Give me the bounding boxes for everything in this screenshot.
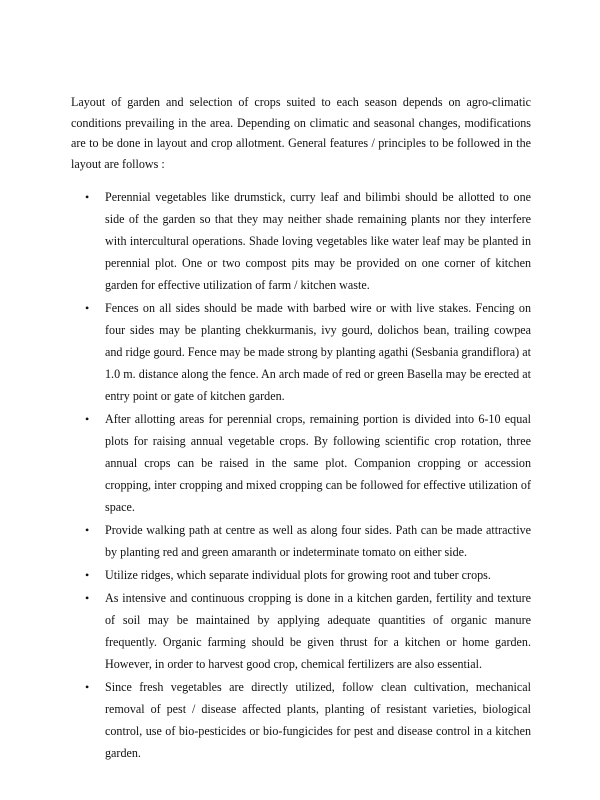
list-item — [82, 564, 531, 586]
bullet-icon: • — [85, 523, 90, 537]
list-item — [82, 408, 531, 518]
bullet-icon: • — [85, 301, 90, 315]
bullet-icon: • — [85, 412, 90, 426]
list-item-text: As intensive and continuous cropping is done in a kitchen garden, fertility and texture of soil may be maintained by applying adequate quantities of organic manure frequently. Organic farming should be given thrust for a kitchen or home garden. However, in order to harvest good crop, chemical fertilizers are also essential. — [105, 591, 531, 671]
principles-list — [82, 186, 531, 765]
list-item — [82, 519, 531, 563]
list-item — [82, 186, 531, 296]
bullet-icon: • — [85, 190, 90, 204]
list-item — [82, 297, 531, 407]
bullet-icon: • — [85, 680, 90, 694]
list-item-text: Fences on all sides should be made with barbed wire or with live stakes. Fencing on four sides may be planting chekkurmanis, ivy gourd, dolichos bean, trailing cowpea and ridge gourd. Fence may be made strong by planting agathi (Sesbania grandiflora) at 1.0 m. distance along the fence. An arch made of red or green Basella may be erected at entry point or gate of kitchen garden. — [105, 301, 531, 403]
bullet-icon: • — [85, 568, 90, 582]
list-item-text: Perennial vegetables like drumstick, curry leaf and bilimbi should be allotted to one side of the garden so that they may neither shade remaining plants nor they interfere with intercultural operations. Shade loving vegetables like water leaf may be planted in perennial plot. One or two compost pits may be provided on one corner of kitchen garden for effective utilization of farm / kitchen waste. — [105, 190, 531, 292]
list-item-text: Provide walking path at centre as well as along four sides. Path can be made attractive by planting red and green amaranth or indeterminate tomato on either side. — [105, 523, 531, 559]
list-item — [82, 676, 531, 764]
bullet-icon: • — [85, 591, 90, 605]
intro-paragraph: Layout of garden and selection of crops suited to each season depends on agro-climatic conditions prevailing in the area. Depending on climatic and seasonal changes, modifications are to be done in layout and crop allotment. General features / principles to be followed in the layout are follows : — [71, 95, 531, 171]
list-item-text: After allotting areas for perennial crops, remaining portion is divided into 6-10 equal plots for raising annual vegetable crops. By following scientific crop rotation, three annual crops can be raised in the same plot. Companion cropping or accession cropping, inter cropping and mixed cropping can be followed for effective utilization of space. — [105, 412, 531, 514]
list-item-text: Utilize ridges, which separate individual plots for growing root and tuber crops. — [105, 568, 491, 582]
list-item-text: Since fresh vegetables are directly utilized, follow clean cultivation, mechanical removal of pest / disease affected plants, planting of resistant varieties, biological control, use of bio-pesticides or bio-fungicides for pest and disease control in a kitchen garden. — [105, 680, 531, 760]
list-item — [82, 587, 531, 675]
